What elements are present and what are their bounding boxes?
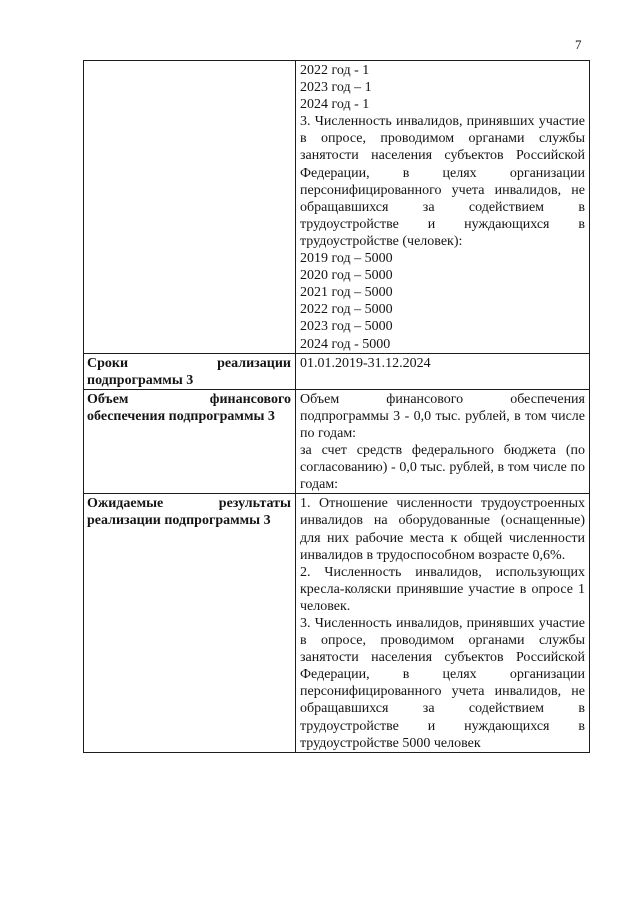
indicator-3-paragraph: 3. Численность инвалидов, принявших участие в опросе, проводимом органами службы занятости населения субъектов Российской Федерации, в целях организации персонифицированного учета инвалидов, не обращавшихся за содействием в трудоустройстве и нуждающихся в трудоустройстве (человек):	[300, 114, 585, 249]
timeline-value: 01.01.2019-31.12.2024	[300, 355, 431, 371]
indicator-year-line: 2024 год - 5000	[300, 336, 391, 352]
indicator-year-line: 2024 год - 1	[300, 97, 370, 113]
expected-result-paragraph: 1. Отношение численности трудоустроенных инвалидов на оборудованные (оснащенные) для них рабочие места к общей численности инвалидов в трудоспособном возрасте 0,6%.	[300, 496, 585, 563]
table-row-funding	[84, 389, 590, 494]
table-row-expected-results	[84, 494, 590, 752]
passport-table	[83, 60, 590, 753]
funding-label-text: Объем финансового обеспечения подпрограммы 3	[87, 391, 291, 424]
expected-results-label-text: Ожидаемые результаты реализации подпрограммы 3	[87, 496, 291, 529]
expected-result-paragraph: 3. Численность инвалидов, принявших участие в опросе, проводимом органами службы занятости населения субъектов Российской Федерации, в целях организации персонифицированного учета инвалидов, не обращавшихся за содействием в трудоустройстве и нуждающихся в трудоустройстве 5000 человек	[300, 616, 585, 751]
funding-paragraph: Объем финансового обеспечения подпрограммы 3 - 0,0 тыс. рублей, в том числе по годам:	[300, 391, 585, 441]
timeline-label-text: Сроки реализации подпрограммы 3	[87, 355, 291, 388]
indicator-year-line: 2021 год – 5000	[300, 285, 393, 301]
row-label-funding	[84, 389, 296, 494]
row-label-expected-results	[84, 494, 296, 752]
row-label-timeline	[84, 353, 296, 389]
expected-results-cell	[296, 494, 590, 752]
indicator-year-line: 2022 год – 5000	[300, 302, 393, 318]
indicator-year-line: 2022 год - 1	[300, 63, 370, 78]
funding-paragraph: за счет средств федерального бюджета (по согласованию) - 0,0 тыс. рублей, в том числе по годам:	[300, 443, 585, 493]
indicator-year-line: 2020 год – 5000	[300, 268, 393, 284]
page-number: 7	[575, 37, 582, 52]
table-row-indicators-continuation	[84, 61, 590, 354]
expected-result-paragraph: 2. Численность инвалидов, использующих кресла-коляски принявшие участие в опросе 1 человек.	[300, 564, 585, 614]
indicator-year-line: 2019 год – 5000	[300, 251, 393, 267]
indicator-year-line: 2023 год – 5000	[300, 319, 393, 335]
timeline-value-cell	[296, 353, 590, 389]
row-label-empty	[84, 61, 296, 354]
funding-value-cell	[296, 389, 590, 494]
indicators-cell	[296, 61, 590, 354]
table-row-timeline	[84, 353, 590, 389]
indicator-year-line: 2023 год – 1	[300, 80, 372, 96]
